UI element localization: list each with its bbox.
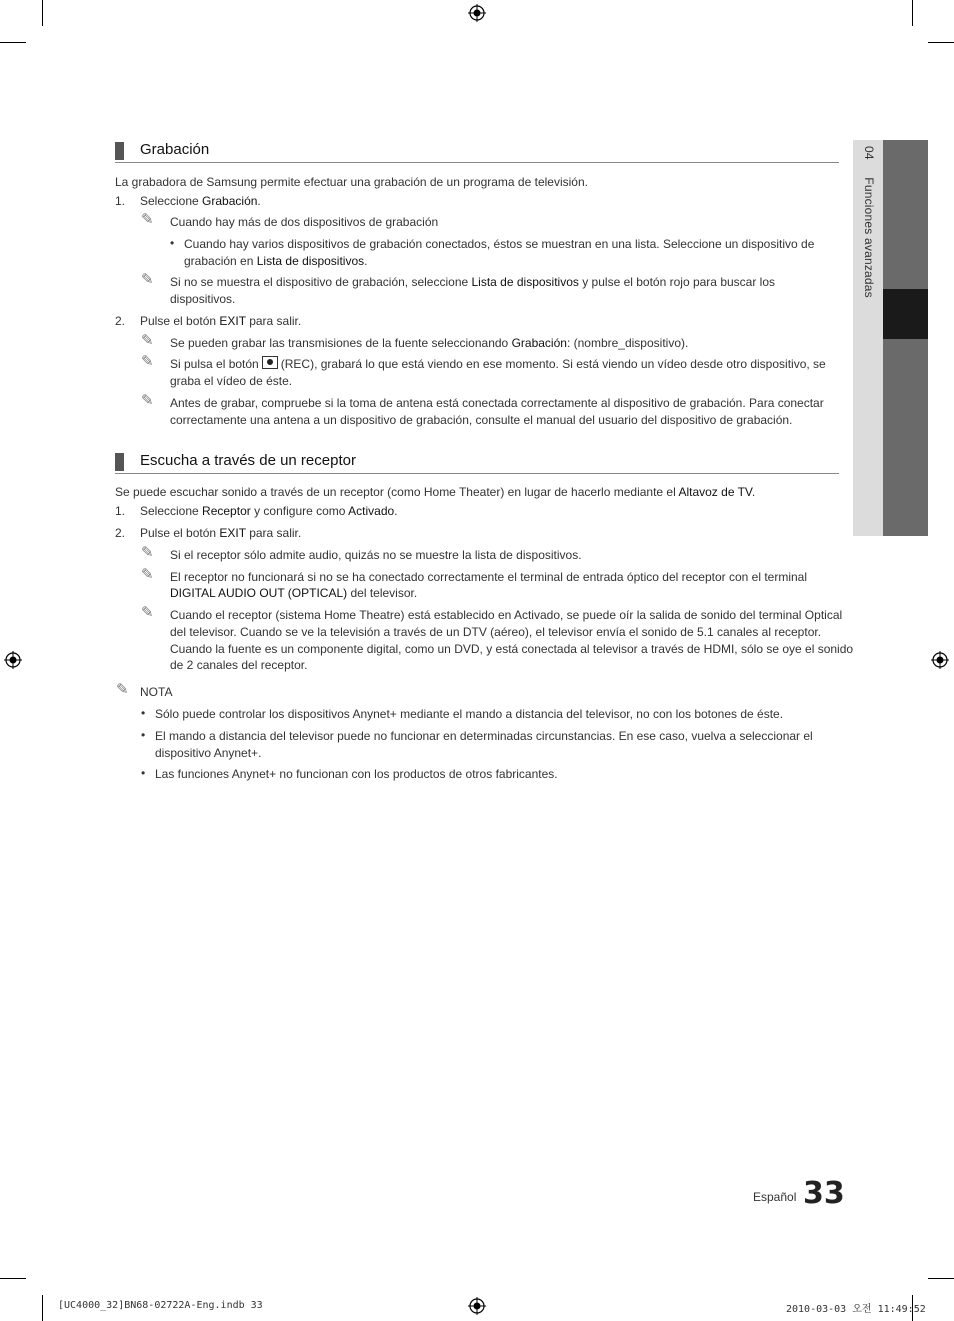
registration-mark-icon bbox=[931, 651, 949, 669]
note-text: Si el receptor sólo admite audio, quizás no se muestre la lista de dispositivos. bbox=[170, 548, 582, 562]
bullet-text: Las funciones Anynet+ no funcionan con los productos de otros fabricantes. bbox=[155, 767, 558, 781]
step-text: Seleccione Receptor y configure como Activado. bbox=[140, 504, 398, 518]
step-number: 2. bbox=[115, 526, 126, 540]
step-text: Pulse el botón EXIT para salir. bbox=[140, 314, 302, 328]
crop-mark bbox=[0, 1278, 26, 1279]
bullet-text: dispositivo Anynet+. bbox=[155, 746, 262, 760]
print-slug-right: 2010-03-03 오전 11:49:52 bbox=[786, 1304, 926, 1315]
heading-bar bbox=[115, 453, 124, 471]
note-text: de 2 canales del receptor. bbox=[170, 658, 308, 672]
note-text: Cuando la fuente es un componente digital, como un DVD, y está conectada al televisor a través de HDMI, sólo se oye el sonido bbox=[170, 642, 854, 656]
note-text: DIGITAL AUDIO OUT (OPTICAL) del televisor. bbox=[170, 586, 418, 600]
note-pencil-icon: ✎ bbox=[141, 392, 154, 409]
note-pencil-icon: ✎ bbox=[141, 566, 154, 583]
crop-mark bbox=[912, 0, 913, 26]
note-text: Si no se muestra el dispositivo de grabación, seleccione Lista de dispositivos y pulse el botón rojo para buscar los bbox=[170, 275, 776, 289]
note-text: Antes de grabar, compruebe si la toma de antena está conectada correctamente al dispositivo de grabación. Para conectar bbox=[170, 396, 824, 410]
bullet-text: El mando a distancia del televisor puede no funcionar en determinadas circunstancias. En ese caso, vuelva a seleccionar el bbox=[155, 729, 813, 743]
note-pencil-icon: ✎ bbox=[141, 544, 154, 561]
side-tab-active-marker bbox=[883, 289, 928, 339]
step-text: Seleccione Grabación. bbox=[140, 194, 261, 208]
heading-rule bbox=[115, 473, 839, 474]
section-title-receptor: Escucha a través de un receptor bbox=[140, 452, 356, 469]
bullet-text: grabación en Lista de dispositivos. bbox=[184, 254, 368, 268]
section-title-grabacion: Grabación bbox=[140, 141, 210, 158]
crop-mark bbox=[42, 1295, 43, 1321]
rec-button-icon bbox=[262, 356, 278, 369]
bullet-icon: • bbox=[141, 766, 146, 780]
print-slug-left: [UC4000_32]BN68-02722A-Eng.indb 33 bbox=[58, 1300, 263, 1311]
bullet-icon: • bbox=[170, 236, 175, 250]
note-text: correctamente una antena a un dispositivo de grabación, consulte el manual del usuario del dispositivo de grabación. bbox=[170, 413, 793, 427]
note-pencil-icon: ✎ bbox=[141, 211, 154, 228]
note-text: Cuando el receptor (sistema Home Theatre) está establecido en Activado, se puede oír la salida de sonido del terminal Optical bbox=[170, 608, 843, 622]
note-text: dispositivos. bbox=[170, 292, 236, 306]
note-text: Si pulsa el botón (REC), grabará lo que está viendo en ese momento. Si está viendo un vídeo desde otro dispositivo, se bbox=[170, 357, 826, 371]
note-pencil-icon: ✎ bbox=[141, 271, 154, 288]
bullet-text: Cuando hay varios dispositivos de grabación conectados, éstos se muestran en una lista. Seleccione un dispositivo de bbox=[184, 237, 815, 251]
bullet-icon: • bbox=[141, 728, 146, 742]
note-text: graba el vídeo de éste. bbox=[170, 374, 293, 388]
step-text: Pulse el botón EXIT para salir. bbox=[140, 526, 302, 540]
note-text: El receptor no funcionará si no se ha conectado correctamente el terminal de entrada óptico del receptor con el terminal bbox=[170, 570, 808, 584]
paragraph-intro: La grabadora de Samsung permite efectuar una grabación de un programa de televisión. bbox=[115, 175, 588, 189]
chapter-title: Funciones avanzadas bbox=[862, 177, 876, 298]
note-pencil-icon: ✎ bbox=[141, 353, 154, 370]
note-pencil-icon: ✎ bbox=[141, 604, 154, 621]
note-pencil-icon: ✎ bbox=[116, 681, 129, 698]
note-text: Cuando hay más de dos dispositivos de grabación bbox=[170, 215, 439, 229]
side-tab-label bbox=[862, 146, 876, 298]
step-number: 2. bbox=[115, 314, 126, 328]
crop-mark bbox=[0, 42, 26, 43]
step-number: 1. bbox=[115, 504, 126, 518]
note-pencil-icon: ✎ bbox=[141, 332, 154, 349]
bullet-icon: • bbox=[141, 706, 146, 720]
registration-mark-icon bbox=[468, 4, 486, 22]
heading-rule bbox=[115, 162, 839, 163]
registration-mark-icon bbox=[4, 651, 22, 669]
note-text: Se pueden grabar las transmisiones de la fuente seleccionando Grabación: (nombre_dispositivo). bbox=[170, 336, 689, 350]
bullet-text: Sólo puede controlar los dispositivos Anynet+ mediante el mando a distancia del televisor, no con los botones de éste. bbox=[155, 707, 784, 721]
crop-mark bbox=[42, 0, 43, 26]
page-number: 33 bbox=[803, 1176, 845, 1211]
footer-language: Español bbox=[753, 1190, 797, 1204]
note-text: del televisor. Cuando se ve la televisión a través de un DTV (aéreo), el televisor envía el sonido de 5.1 canales al receptor. bbox=[170, 625, 822, 639]
heading-bar bbox=[115, 142, 124, 160]
registration-mark-icon bbox=[468, 1297, 486, 1315]
paragraph-intro: Se puede escuchar sonido a través de un receptor (como Home Theater) en lugar de hacerlo mediante el Altavoz de TV. bbox=[115, 485, 756, 499]
crop-mark bbox=[928, 42, 954, 43]
chapter-number: 04 bbox=[862, 146, 876, 160]
step-number: 1. bbox=[115, 194, 126, 208]
crop-mark bbox=[928, 1278, 954, 1279]
nota-title: NOTA bbox=[140, 685, 173, 699]
